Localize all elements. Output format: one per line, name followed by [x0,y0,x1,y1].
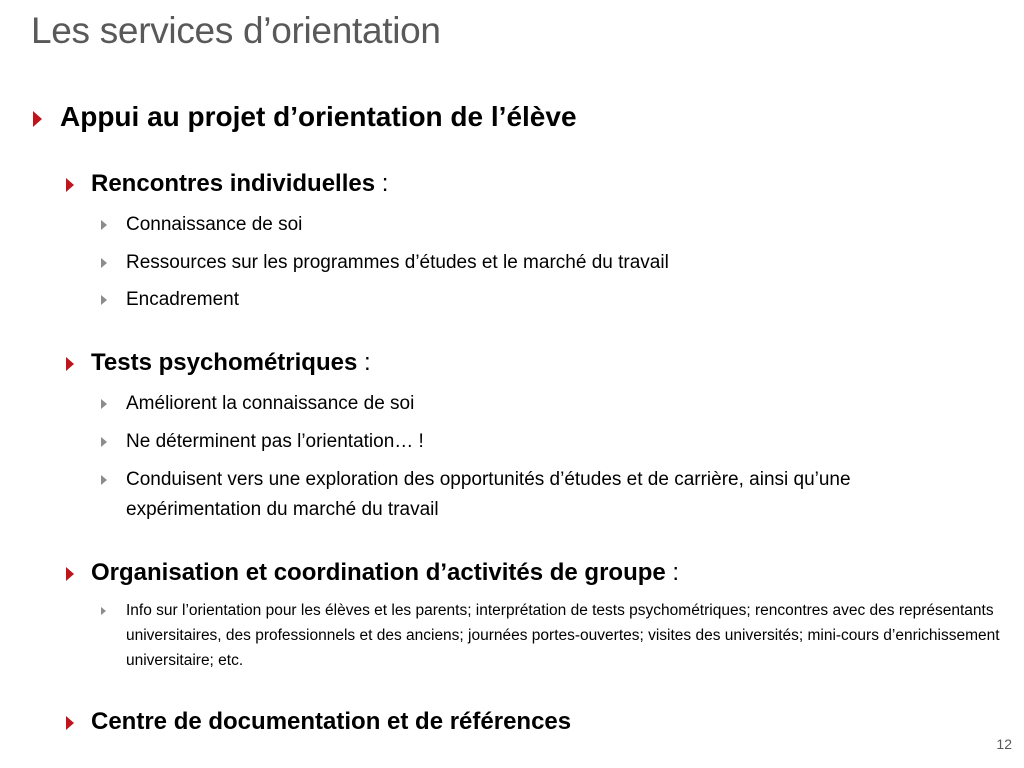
section-organisation [66,559,679,587]
section-suffix: : [357,349,371,376]
list-item-text: Ressources sur les programmes d’études et le marché du travail [126,252,669,273]
main-heading: Appui au projet d’orientation de l’élève [60,101,577,132]
red-arrow-icon [66,716,74,730]
slide-title: Les services d’orientation [31,10,441,51]
gray-arrow-icon [101,607,106,615]
list-item-text: Améliorent la connaissance de soi [126,393,415,414]
list-item [101,389,414,419]
list-item [101,210,302,240]
main-heading-bullet [33,101,577,133]
list-item-text: Info sur l’orientation pour les élèves et les parents; interprétation de tests psychométriques; rencontres avec des représentants universitaires, des professionnels et des anciens; journées portes-ouvertes; visites des universités; mini-cours d’enrichissement universitaire; etc. [126,602,1000,669]
list-item [101,285,239,315]
section-label: Tests psychométriques [91,349,358,376]
gray-arrow-icon [101,295,107,305]
section-tests [66,349,371,377]
page-number: 12 [996,736,1012,752]
list-item [101,248,669,278]
section-label: Organisation et coordination d’activités de groupe [91,559,666,586]
section-suffix: : [665,559,680,586]
red-arrow-icon [33,111,42,127]
section-label: Rencontres individuelles [91,170,376,197]
section-suffix: : [375,170,389,197]
gray-arrow-icon [101,399,107,409]
list-item-text: Encadrement [126,289,240,310]
red-arrow-icon [66,567,74,581]
red-arrow-icon [66,357,74,371]
gray-arrow-icon [101,437,107,447]
section-label: Centre de documentation et de références [91,708,572,735]
list-item [101,427,424,457]
gray-arrow-icon [101,220,107,230]
section-centre-documentation [66,708,571,736]
list-item [101,465,971,525]
red-arrow-icon [66,178,74,192]
gray-arrow-icon [101,258,107,268]
list-item-text: Ne déterminent pas l’orientation… ! [126,431,424,452]
section-rencontres [66,170,388,198]
list-item [101,598,1001,673]
list-item-text: Conduisent vers une exploration des opportunités d’études et de carrière, ainsi qu’une expérimentation du marché du travail [126,469,851,520]
gray-arrow-icon [101,475,107,485]
list-item-text: Connaissance de soi [126,214,303,235]
